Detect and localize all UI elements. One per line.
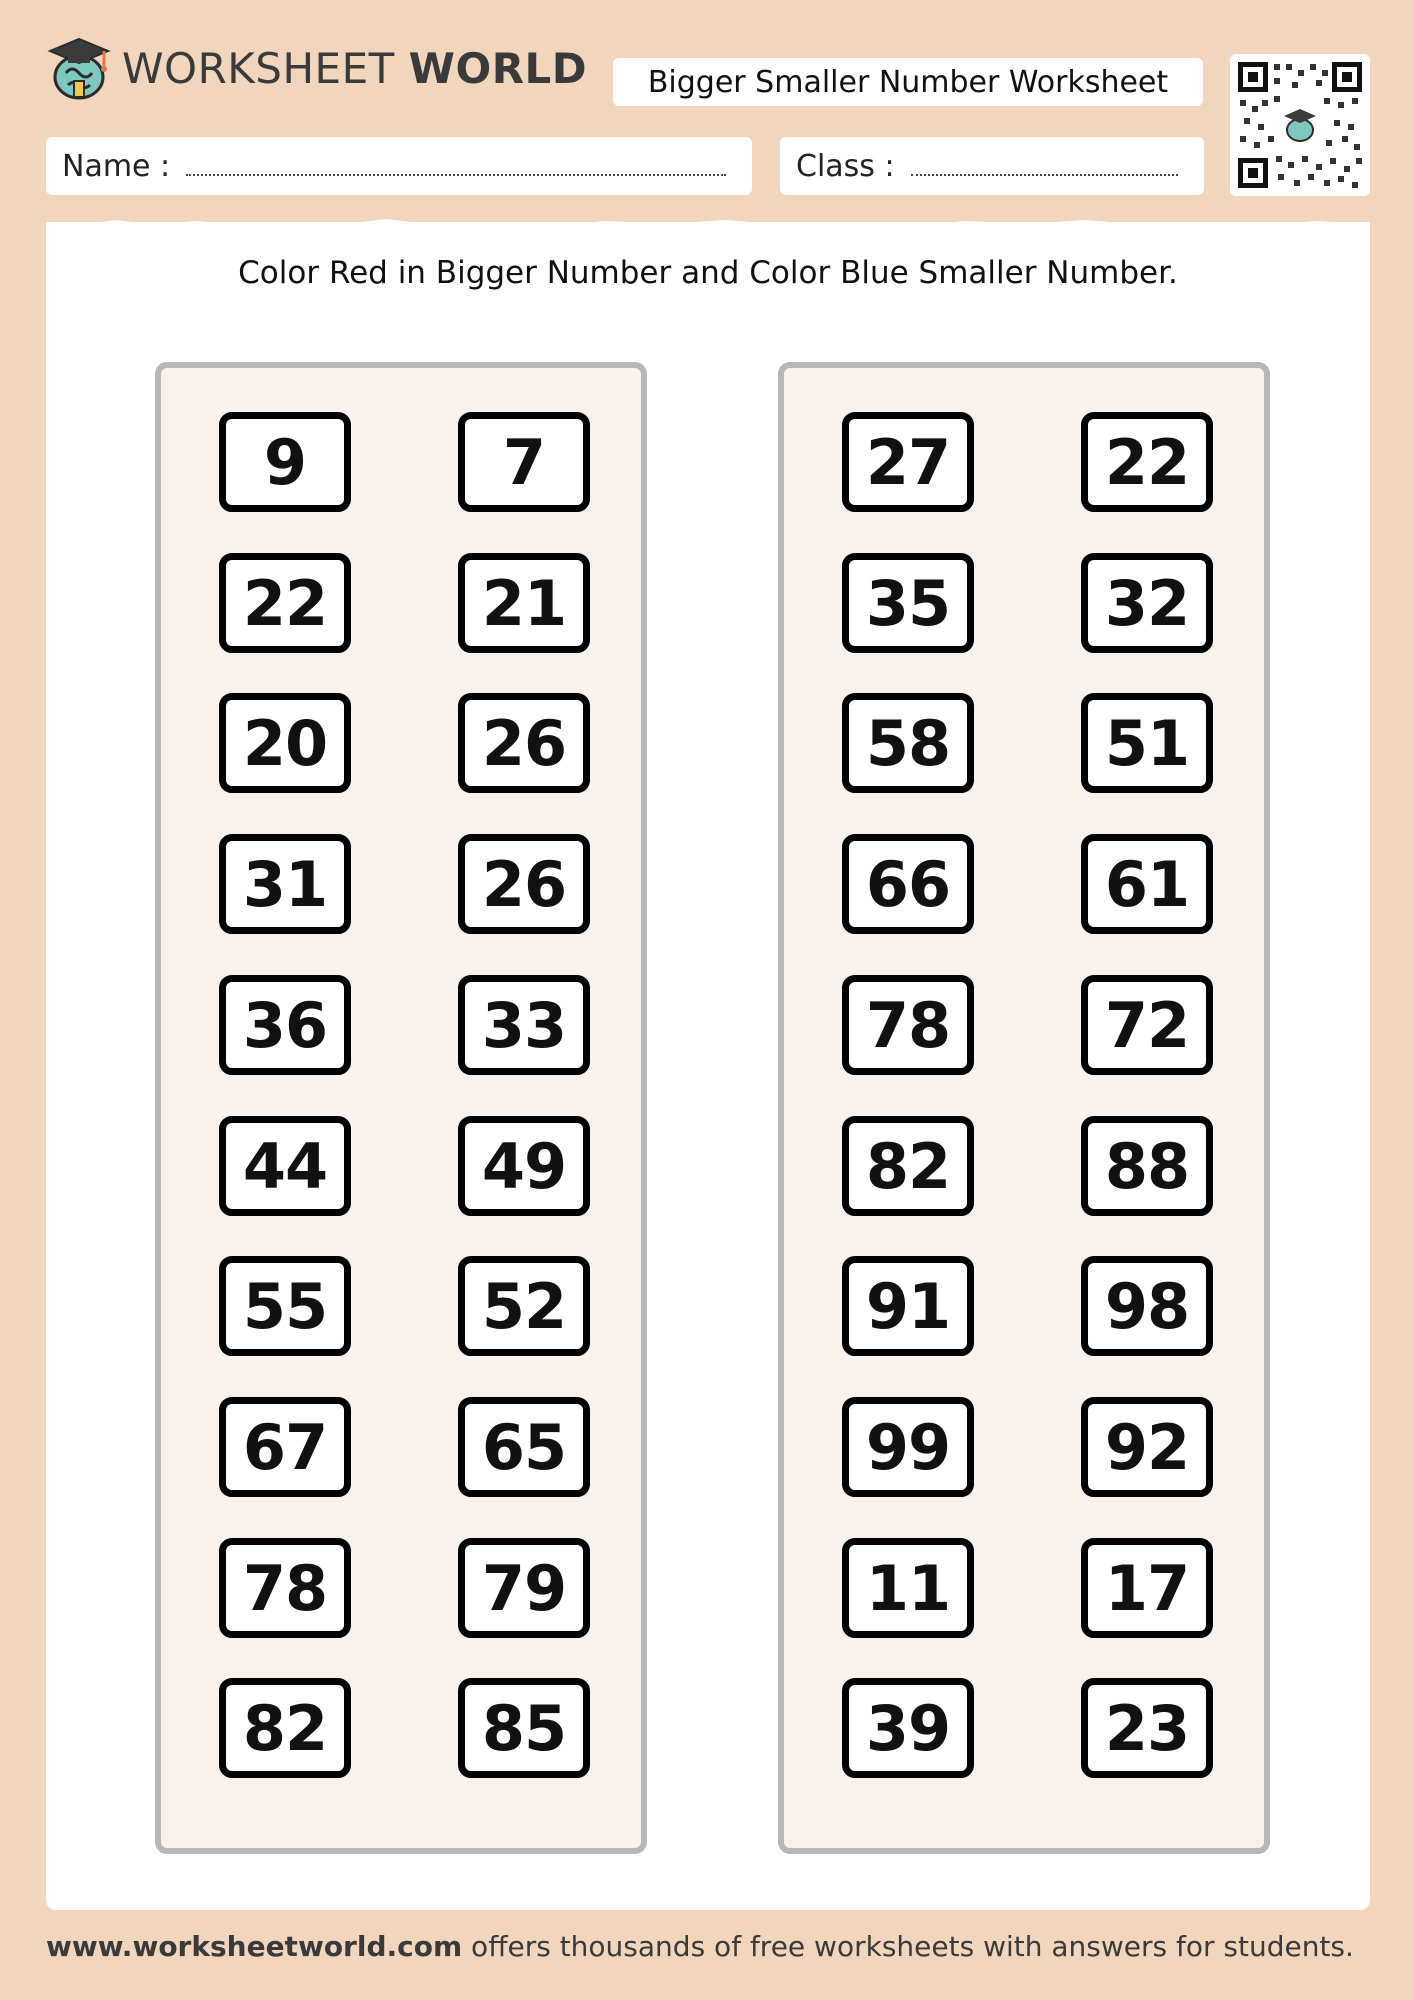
number-box[interactable]: 11 xyxy=(842,1538,974,1638)
class-field[interactable] xyxy=(780,137,1204,195)
number-box[interactable]: 17 xyxy=(1081,1538,1213,1638)
number-box[interactable]: 26 xyxy=(458,693,590,793)
name-field[interactable] xyxy=(46,137,752,195)
name-write-line[interactable] xyxy=(186,174,726,176)
number-box[interactable]: 72 xyxy=(1081,975,1213,1075)
number-box[interactable]: 66 xyxy=(842,834,974,934)
class-label: Class : xyxy=(796,148,895,184)
torn-paper-edge xyxy=(46,210,1370,234)
number-box[interactable]: 61 xyxy=(1081,834,1213,934)
number-box[interactable]: 7 xyxy=(458,412,590,512)
number-box[interactable]: 67 xyxy=(219,1397,351,1497)
number-box[interactable]: 26 xyxy=(458,834,590,934)
number-box[interactable]: 31 xyxy=(219,834,351,934)
number-box[interactable]: 22 xyxy=(1081,412,1213,512)
number-box[interactable]: 92 xyxy=(1081,1397,1213,1497)
name-label: Name : xyxy=(62,148,171,184)
number-box[interactable]: 98 xyxy=(1081,1256,1213,1356)
number-box[interactable]: 21 xyxy=(458,553,590,653)
qr-code xyxy=(1230,54,1370,196)
footer-site[interactable]: www.worksheetworld.com xyxy=(46,1930,463,1963)
qr-code-icon xyxy=(1238,62,1362,188)
brand-name-light: WORKSHEET xyxy=(122,43,395,93)
class-write-line[interactable] xyxy=(911,174,1178,176)
number-box[interactable]: 65 xyxy=(458,1397,590,1497)
number-box[interactable]: 32 xyxy=(1081,553,1213,653)
brain-graduation-cap-icon xyxy=(46,33,112,103)
number-box[interactable]: 33 xyxy=(458,975,590,1075)
number-box[interactable]: 78 xyxy=(219,1538,351,1638)
brand-logo-group xyxy=(46,32,587,104)
number-box[interactable]: 78 xyxy=(842,975,974,1075)
number-box[interactable]: 91 xyxy=(842,1256,974,1356)
number-box[interactable]: 82 xyxy=(219,1678,351,1778)
number-box[interactable]: 23 xyxy=(1081,1678,1213,1778)
footer-text xyxy=(46,1930,1354,1963)
number-box[interactable]: 20 xyxy=(219,693,351,793)
number-box[interactable]: 49 xyxy=(458,1116,590,1216)
number-box[interactable]: 36 xyxy=(219,975,351,1075)
number-box[interactable]: 55 xyxy=(219,1256,351,1356)
number-box[interactable]: 79 xyxy=(458,1538,590,1638)
number-box[interactable]: 99 xyxy=(842,1397,974,1497)
number-box[interactable]: 39 xyxy=(842,1678,974,1778)
number-box[interactable]: 88 xyxy=(1081,1116,1213,1216)
footer-message: offers thousands of free worksheets with answers for students. xyxy=(462,1930,1354,1963)
brand-name-bold: WORLD xyxy=(408,43,588,93)
number-box[interactable]: 9 xyxy=(219,412,351,512)
number-box[interactable]: 82 xyxy=(842,1116,974,1216)
number-box[interactable]: 85 xyxy=(458,1678,590,1778)
number-box[interactable]: 22 xyxy=(219,553,351,653)
number-box[interactable]: 52 xyxy=(458,1256,590,1356)
number-box[interactable]: 58 xyxy=(842,693,974,793)
number-box[interactable]: 27 xyxy=(842,412,974,512)
worksheet-title: Bigger Smaller Number Worksheet xyxy=(613,58,1203,106)
number-box[interactable]: 44 xyxy=(219,1116,351,1216)
brand-name xyxy=(122,44,587,93)
number-box[interactable]: 51 xyxy=(1081,693,1213,793)
number-box[interactable]: 35 xyxy=(842,553,974,653)
instruction-text: Color Red in Bigger Number and Color Blue Smaller Number. xyxy=(238,255,1178,291)
